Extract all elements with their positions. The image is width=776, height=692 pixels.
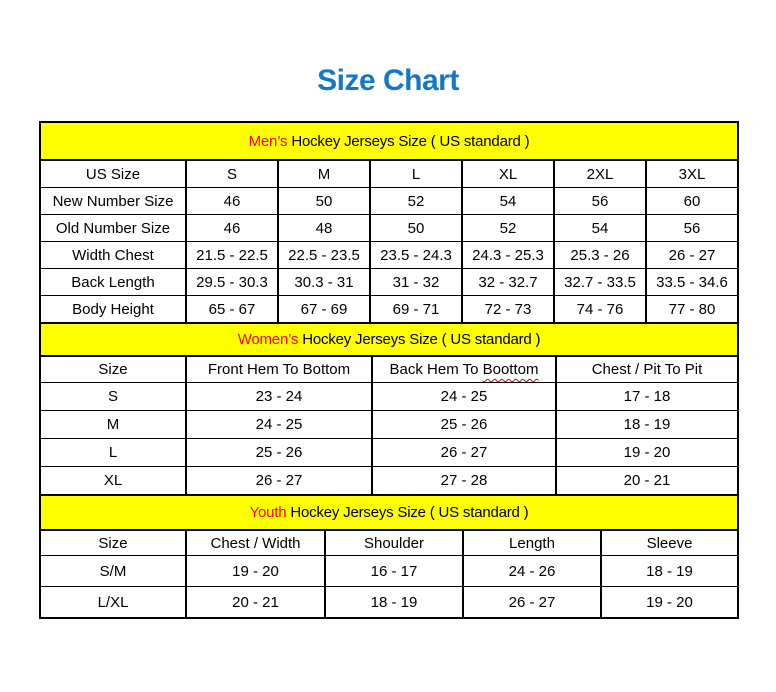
value-cell: 19 - 20	[186, 556, 325, 587]
value-cell: 18 - 19	[601, 556, 738, 587]
womens-section-title-text: Hockey Jerseys Size ( US standard )	[302, 331, 541, 348]
header-cell: L	[370, 160, 462, 188]
header-text: Back Hem To	[389, 361, 479, 378]
value-cell: 24 - 26	[463, 556, 601, 587]
value-cell: 17 - 18	[556, 383, 738, 411]
size-chart-tables	[39, 121, 737, 619]
value-cell: 18 - 19	[556, 411, 738, 439]
value-cell: 60	[646, 188, 738, 215]
header-cell: Shoulder	[325, 530, 463, 556]
header-cell: Chest / Pit To Pit	[556, 356, 738, 383]
value-cell: 26 - 27	[463, 587, 601, 619]
mens-section-accent: Men’s	[248, 132, 288, 150]
row-label-cell: L/XL	[40, 587, 186, 619]
value-cell: 69 - 71	[370, 296, 462, 324]
womens-size-table	[39, 322, 739, 496]
mens-size-table	[39, 121, 739, 324]
value-cell: 56	[646, 215, 738, 242]
row-label-cell: S/M	[40, 556, 186, 587]
value-cell: 52	[462, 215, 554, 242]
value-cell: 67 - 69	[278, 296, 370, 324]
youth-section-title-text: Hockey Jerseys Size ( US standard )	[290, 504, 529, 521]
table-row	[40, 383, 738, 411]
value-cell: 24 - 25	[372, 383, 556, 411]
value-cell: 25 - 26	[186, 439, 372, 467]
value-cell: 77 - 80	[646, 296, 738, 324]
row-label-cell: S	[40, 383, 186, 411]
value-cell: 30.3 - 31	[278, 269, 370, 296]
misspelled-word: Boottom	[482, 361, 539, 378]
header-cell: 2XL	[554, 160, 646, 188]
value-cell: 18 - 19	[325, 587, 463, 619]
table-row	[40, 411, 738, 439]
value-cell: 26 - 27	[646, 242, 738, 269]
value-cell: 25.3 - 26	[554, 242, 646, 269]
row-label-cell: L	[40, 439, 186, 467]
value-cell: 20 - 21	[186, 587, 325, 619]
row-label-cell: Width Chest	[40, 242, 186, 269]
value-cell: 29.5 - 30.3	[186, 269, 278, 296]
value-cell: 48	[278, 215, 370, 242]
header-cell: US Size	[40, 160, 186, 188]
value-cell: 22.5 - 23.5	[278, 242, 370, 269]
value-cell: 20 - 21	[556, 467, 738, 496]
header-cell: S	[186, 160, 278, 188]
value-cell: 50	[370, 215, 462, 242]
table-row	[40, 242, 738, 269]
womens-section-header	[40, 323, 738, 356]
header-cell: Size	[40, 356, 186, 383]
value-cell: 16 - 17	[325, 556, 463, 587]
value-cell: 46	[186, 215, 278, 242]
value-cell: 27 - 28	[372, 467, 556, 496]
header-cell: M	[278, 160, 370, 188]
row-label-cell: XL	[40, 467, 186, 496]
row-label-cell: Body Height	[40, 296, 186, 324]
page-title: Size Chart	[317, 64, 459, 97]
row-label-cell: Back Length	[40, 269, 186, 296]
table-row	[40, 215, 738, 242]
header-cell: XL	[462, 160, 554, 188]
value-cell: 26 - 27	[186, 467, 372, 496]
row-label-cell: New Number Size	[40, 188, 186, 215]
youth-section-header	[40, 495, 738, 530]
value-cell: 74 - 76	[554, 296, 646, 324]
table-row	[40, 587, 738, 619]
row-label-cell: Old Number Size	[40, 215, 186, 242]
value-cell: 21.5 - 22.5	[186, 242, 278, 269]
table-row	[40, 556, 738, 587]
table-row	[40, 122, 738, 160]
header-cell: 3XL	[646, 160, 738, 188]
value-cell: 72 - 73	[462, 296, 554, 324]
header-cell-misspelled	[372, 356, 556, 383]
value-cell: 25 - 26	[372, 411, 556, 439]
table-row	[40, 530, 738, 556]
table-row	[40, 323, 738, 356]
value-cell: 56	[554, 188, 646, 215]
value-cell: 52	[370, 188, 462, 215]
table-row	[40, 495, 738, 530]
value-cell: 65 - 67	[186, 296, 278, 324]
table-row	[40, 296, 738, 324]
value-cell: 54	[554, 215, 646, 242]
womens-section-accent: Women’s	[237, 331, 299, 348]
value-cell: 54	[462, 188, 554, 215]
value-cell: 19 - 20	[556, 439, 738, 467]
value-cell: 19 - 20	[601, 587, 738, 619]
value-cell: 46	[186, 188, 278, 215]
value-cell: 24 - 25	[186, 411, 372, 439]
value-cell: 26 - 27	[372, 439, 556, 467]
header-cell: Size	[40, 530, 186, 556]
value-cell: 32.7 - 33.5	[554, 269, 646, 296]
table-row	[40, 160, 738, 188]
header-cell: Front Hem To Bottom	[186, 356, 372, 383]
value-cell: 23 - 24	[186, 383, 372, 411]
value-cell: 50	[278, 188, 370, 215]
value-cell: 33.5 - 34.6	[646, 269, 738, 296]
row-label-cell: M	[40, 411, 186, 439]
header-cell: Chest / Width	[186, 530, 325, 556]
table-row	[40, 356, 738, 383]
value-cell: 24.3 - 25.3	[462, 242, 554, 269]
mens-section-header	[40, 122, 738, 160]
value-cell: 23.5 - 24.3	[370, 242, 462, 269]
table-row	[40, 269, 738, 296]
header-cell: Length	[463, 530, 601, 556]
table-row	[40, 467, 738, 496]
value-cell: 31 - 32	[370, 269, 462, 296]
header-cell: Sleeve	[601, 530, 738, 556]
youth-section-accent: Youth	[249, 504, 287, 521]
value-cell: 32 - 32.7	[462, 269, 554, 296]
table-row	[40, 439, 738, 467]
mens-section-title-text: Hockey Jerseys Size ( US standard )	[291, 132, 530, 150]
table-row	[40, 188, 738, 215]
youth-size-table	[39, 494, 739, 619]
